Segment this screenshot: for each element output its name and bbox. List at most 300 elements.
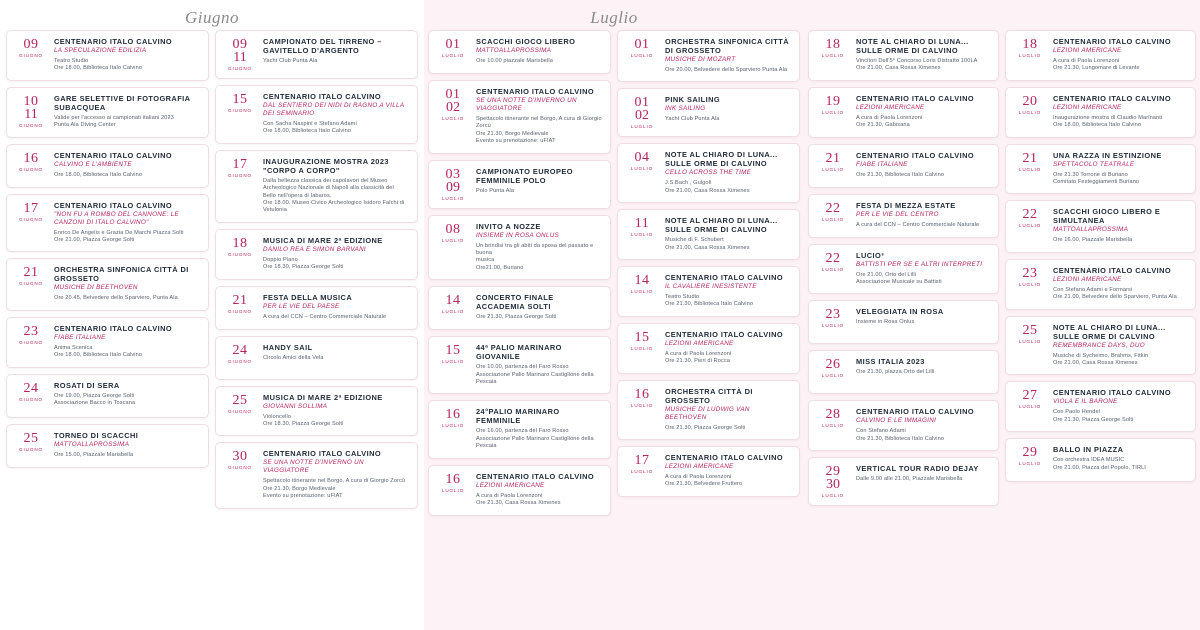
event-detail-line: A cura di Paola Lorenzoni — [1053, 58, 1120, 64]
event-day: 08 — [445, 221, 461, 237]
event-card[interactable] — [808, 87, 999, 138]
event-date — [433, 293, 473, 322]
event-month-label: LUGLIO — [441, 53, 465, 58]
event-details — [665, 425, 791, 432]
event-subtitle: LEZIONI AMERICANE — [1053, 103, 1122, 111]
event-detail-line: A cura di Paola Lorenzoni — [856, 114, 923, 121]
event-card[interactable] — [215, 85, 418, 144]
event-subtitle: CALVINO E L'AMBIENTE — [54, 160, 132, 168]
event-card[interactable] — [428, 30, 611, 74]
event-month-label: GIUGNO — [18, 396, 44, 402]
event-details — [856, 222, 990, 229]
event-details — [54, 172, 200, 179]
event-title: HANDY SAIL — [263, 342, 313, 352]
event-card[interactable] — [215, 442, 418, 508]
event-day: 25 — [1022, 322, 1038, 338]
event-day: 25 — [232, 392, 248, 408]
event-date — [622, 150, 662, 195]
event-date — [11, 324, 51, 360]
event-detail-line: Violoncello — [263, 413, 292, 420]
event-body — [853, 251, 992, 287]
event-month-label: GIUGNO — [18, 281, 44, 287]
event-detail-line: Ore 20.45, Belvedere dello Sparviero, Punta Ala — [54, 295, 178, 302]
event-card[interactable] — [428, 336, 611, 394]
event-title: MISS ITALIA 2023 — [856, 357, 925, 367]
event-date — [1010, 94, 1050, 130]
giugno-grid — [6, 30, 418, 509]
event-date — [1010, 266, 1050, 302]
event-date — [1010, 388, 1050, 424]
event-title: CENTENARIO ITALO CALVINO — [665, 329, 784, 339]
event-card[interactable] — [6, 317, 209, 368]
event-card[interactable] — [808, 144, 999, 188]
event-title: NOTE AL CHIARO DI LUNA... SULLE ORME DI CALVINO — [856, 37, 969, 55]
event-card[interactable] — [6, 424, 209, 468]
event-detail-line: Insieme in Rosa Onlus — [856, 319, 915, 326]
event-date — [433, 472, 473, 508]
event-details — [263, 178, 409, 215]
event-month-label: LUGLIO — [630, 124, 654, 130]
event-month-label: LUGLIO — [630, 402, 654, 408]
event-date — [813, 94, 853, 130]
event-subtitle: FIABE ITALIANE — [54, 333, 106, 341]
event-day: 14 — [634, 273, 650, 289]
event-detail-line: Dalle 9.00 alle 21.00, Piazzale Marisbella — [856, 476, 963, 483]
event-detail-line: Ore 21.30, Pieri di Rocca — [665, 358, 730, 365]
event-card[interactable] — [215, 336, 418, 380]
event-month-label: LUGLIO — [630, 345, 654, 351]
event-detail-line: Con Stefano Adami e Formarsi — [1053, 286, 1133, 293]
event-details — [1053, 353, 1187, 368]
event-detail-line: Punta Ala Diving Center — [54, 122, 116, 129]
event-card[interactable] — [1005, 144, 1196, 195]
event-title: CONCERTO FINALE ACCADEMIA SOLTI — [476, 293, 554, 312]
event-body — [473, 407, 604, 450]
event-month-label: LUGLIO — [1018, 281, 1042, 287]
event-day: 04 — [634, 150, 650, 166]
event-details — [1053, 172, 1187, 187]
event-card[interactable] — [1005, 381, 1196, 432]
event-day: 25 — [23, 430, 39, 446]
event-detail-line: Ore 21.30, Borgo Medievale — [263, 485, 336, 492]
event-details — [263, 121, 409, 136]
event-date — [622, 95, 662, 129]
event-details — [476, 314, 602, 321]
event-day-end: 11 — [233, 50, 247, 65]
event-details — [856, 476, 990, 483]
event-month-label: GIUGNO — [18, 122, 44, 128]
event-date — [220, 449, 260, 500]
event-detail-line: Ore 18.00, Biblioteca Italo Calvino — [54, 171, 143, 178]
event-details — [856, 115, 990, 130]
event-date — [1010, 151, 1050, 187]
event-body — [662, 150, 793, 195]
event-subtitle: DAL SENTIERO DEI NIDI DI RAGNO A VILLA DEI SEMINARIO — [263, 102, 405, 117]
event-day: 01 — [634, 95, 650, 111]
luglio-grid — [428, 30, 800, 516]
event-date — [11, 94, 51, 130]
event-date — [813, 357, 853, 386]
event-details — [54, 345, 200, 360]
event-title: ORCHESTRA CITTÀ DI GROSSETO — [665, 386, 753, 405]
event-body — [853, 307, 992, 336]
event-day: 19 — [825, 93, 841, 109]
event-detail-line: Circolo Amici della Vela — [263, 354, 324, 361]
event-details — [476, 364, 602, 386]
event-detail-line: Musiche di Sycheimo, Brahms, Fitkin — [1053, 352, 1149, 359]
event-body — [260, 37, 411, 71]
event-body — [662, 273, 793, 309]
event-body — [473, 167, 604, 201]
event-body — [51, 94, 202, 130]
event-detail-line: Ore 10.00 piazzale Marisbella — [476, 58, 553, 64]
luglio-continued-grid — [808, 30, 1196, 506]
event-details — [856, 369, 990, 376]
event-details — [665, 116, 791, 123]
event-date — [433, 222, 473, 273]
event-card[interactable] — [808, 300, 999, 344]
month-column-luglio — [424, 0, 804, 630]
event-title: CENTENARIO ITALO CALVINO — [856, 93, 975, 103]
event-detail-line: Valide per l'accesso ai campionati italiani 2023 — [54, 114, 174, 121]
event-subtitle: MUSICHE DI MOZART — [665, 56, 736, 63]
event-detail-line: Spettacolo itinerante nel Borgo, A cura di Giorgio Zorcù — [476, 116, 602, 130]
event-title: VELEGGIATA IN ROSA — [856, 307, 944, 317]
event-card[interactable] — [428, 160, 611, 209]
event-card[interactable] — [215, 150, 418, 223]
event-body — [260, 393, 411, 429]
event-title: CENTENARIO ITALO CALVINO — [856, 150, 975, 160]
event-date — [1010, 445, 1050, 474]
event-date — [622, 273, 662, 309]
event-date — [220, 157, 260, 215]
event-card[interactable] — [617, 88, 800, 137]
event-body — [662, 37, 793, 74]
event-day: 29 — [1022, 445, 1038, 461]
event-subtitle: VIOLA E IL BARONE — [1053, 398, 1118, 406]
event-card[interactable] — [6, 258, 209, 310]
event-date — [813, 407, 853, 443]
event-detail-line: Ore 18.30, Piazza George Solti — [263, 264, 344, 271]
event-subtitle: PER LE VIE DEL CENTRO — [856, 210, 939, 218]
event-body — [51, 37, 202, 73]
event-detail-line: Ore 21.30, Biblioteca Italo Calvino — [856, 171, 945, 178]
event-date — [813, 307, 853, 336]
event-detail-line: Associazione Palio Marinaro Castiglione della Pescaia — [476, 435, 594, 450]
event-month-label: LUGLIO — [821, 323, 845, 329]
event-card[interactable] — [1005, 259, 1196, 310]
event-detail-line: Ore 21.00, Casa Rossa Ximenes — [1053, 360, 1138, 367]
event-body — [51, 201, 202, 245]
event-detail-line: Teatro Studio — [54, 58, 89, 64]
event-card[interactable] — [215, 386, 418, 437]
event-card[interactable] — [215, 30, 418, 79]
event-body — [51, 381, 202, 410]
event-card[interactable] — [1005, 87, 1196, 138]
event-day: 30 — [232, 449, 248, 465]
event-month-label: LUGLIO — [821, 423, 845, 429]
event-date — [433, 407, 473, 450]
event-detail-line: Ore 21.30, Piazza George Solti — [665, 424, 746, 431]
event-body — [473, 87, 604, 146]
event-body — [662, 95, 793, 129]
event-body — [1050, 445, 1189, 474]
event-day-end: 30 — [826, 477, 840, 493]
event-detail-line: A cura di Paola Lorenzoni — [665, 474, 732, 481]
event-title: TORNEO DI SCACCHI — [54, 430, 139, 440]
event-detail-line: Ore 21.30, Casa Rossa Ximenes — [476, 500, 561, 507]
event-details — [1053, 237, 1187, 244]
event-detail-line: Ore 19.00, Piazza George Solti — [54, 392, 135, 399]
event-detail-line: Evento su prenotazione: uFIAT — [263, 493, 343, 500]
event-detail-line: musica — [476, 257, 495, 264]
event-card[interactable] — [1005, 200, 1196, 252]
event-body — [473, 293, 604, 322]
event-body — [853, 151, 992, 180]
event-card[interactable] — [428, 400, 611, 458]
event-title: MUSICA DI MARE 2ª EDIZIONE — [263, 235, 383, 245]
event-month-label: LUGLIO — [441, 423, 465, 429]
event-title: NOTE AL CHIARO DI LUNA... SULLE ORME DI CALVINO — [665, 150, 778, 169]
event-date — [220, 393, 260, 429]
event-day: 17 — [232, 156, 248, 172]
event-date — [433, 87, 473, 146]
event-card[interactable] — [617, 266, 800, 317]
event-body — [1050, 266, 1189, 302]
event-title: NOTE AL CHIARO DI LUNA... SULLE ORME DI CALVINO — [665, 216, 778, 235]
event-subtitle: LEZIONI AMERICANE — [476, 481, 545, 489]
event-day: 16 — [23, 150, 39, 166]
event-details — [856, 428, 990, 443]
event-day-end: 11 — [24, 106, 38, 122]
event-card[interactable] — [617, 380, 800, 440]
event-day: 27 — [1022, 388, 1038, 404]
event-month-label: LUGLIO — [1018, 223, 1042, 229]
event-subtitle: INK SAILING — [665, 105, 706, 113]
event-title: CAMPIONATO DEL TIRRENO – GAVITELLO D'ARGENTO — [263, 37, 382, 55]
event-details — [665, 237, 791, 252]
event-month-label: GIUGNO — [18, 216, 44, 222]
event-day: 28 — [825, 407, 841, 423]
event-month-label: LUGLIO — [441, 487, 465, 493]
event-month-label: LUGLIO — [821, 493, 845, 499]
event-day: 21 — [23, 265, 39, 281]
event-day: 14 — [445, 293, 461, 309]
event-date — [433, 37, 473, 66]
event-card[interactable] — [6, 194, 209, 253]
event-day: 22 — [1022, 207, 1038, 223]
event-month-label: LUGLIO — [1018, 53, 1042, 58]
event-month-label: LUGLIO — [821, 216, 845, 222]
event-date — [433, 167, 473, 201]
event-detail-line: Ore 18.30, Piazza George Solti — [263, 421, 344, 428]
event-day: 11 — [634, 216, 650, 232]
event-day: 18 — [232, 235, 248, 251]
event-body — [1050, 207, 1189, 244]
event-detail-line: Un brindisi tra gli abiti da sposa del passato e buona — [476, 242, 594, 257]
event-card[interactable] — [617, 209, 800, 260]
event-card[interactable] — [1005, 316, 1196, 376]
event-body — [51, 431, 202, 460]
event-day: 22 — [825, 200, 841, 216]
event-month-label: GIUGNO — [18, 53, 44, 58]
event-details — [263, 257, 409, 272]
event-card[interactable] — [6, 144, 209, 188]
event-card[interactable] — [808, 400, 999, 451]
event-month-label: GIUGNO — [227, 408, 253, 414]
event-detail-line: Ore 18.00, Biblioteca Italo Calvino — [263, 128, 352, 135]
event-card[interactable] — [617, 323, 800, 374]
right-right-list — [1005, 30, 1196, 506]
event-detail-line: Polo Punta Ala — [476, 187, 515, 194]
event-card[interactable] — [808, 30, 999, 81]
event-body — [51, 324, 202, 360]
event-card[interactable] — [808, 457, 999, 506]
event-detail-line: Con Stefano Adami — [856, 428, 906, 435]
event-day: 01 — [445, 37, 461, 52]
event-month-label: LUGLIO — [1018, 338, 1042, 344]
event-card[interactable] — [428, 465, 611, 516]
event-card[interactable] — [808, 194, 999, 238]
event-title: CENTENARIO ITALO CALVINO — [54, 323, 173, 333]
event-day: 09 — [23, 37, 39, 52]
event-body — [473, 472, 604, 508]
event-card[interactable] — [6, 30, 209, 81]
event-day: 24 — [23, 380, 39, 396]
event-detail-line: Ore 21.00, Piazza del Popolo, TIRLI — [1053, 464, 1146, 471]
event-detail-line: Ore21.00, Buriano — [476, 264, 524, 271]
event-title: CAMPIONATO EUROPEO FEMMINILE POLO — [476, 166, 573, 185]
event-detail-line: Ore 21.30, Gabisana — [856, 122, 910, 129]
giugno-right-list — [215, 30, 418, 509]
luglio-left-list — [428, 30, 611, 516]
event-detail-line: Ore 21.00, Casa Rossa Ximenes — [665, 187, 750, 194]
event-date — [622, 37, 662, 74]
event-title: CENTENARIO ITALO CALVINO — [476, 471, 595, 481]
event-month-label: LUGLIO — [441, 195, 465, 201]
event-title: NOTE AL CHIARO DI LUNA... SULLE ORME DI CALVINO — [1053, 322, 1166, 341]
event-date — [813, 464, 853, 498]
event-subtitle: LA SPECULAZIONE EDILIZIA — [54, 47, 147, 54]
event-card[interactable] — [808, 244, 999, 295]
event-detail-line: Associazione Bacco in Toscana — [54, 400, 136, 407]
event-date — [622, 453, 662, 489]
event-day: 29 — [825, 464, 841, 480]
event-detail-line: Con Sacha Naspini e Stefano Adami — [263, 121, 357, 127]
event-date — [11, 431, 51, 460]
event-detail-line: Ore 16.00, Piazzale Marisbella — [1053, 237, 1133, 244]
month-title-luglio: Luglio — [590, 8, 638, 27]
event-detail-line: Ore 21.30, Lungomare di Levante — [1053, 65, 1140, 72]
event-card[interactable] — [428, 215, 611, 281]
event-details — [263, 355, 409, 362]
event-detail-line: A cura di Paola Lorenzoni — [476, 492, 543, 499]
event-card[interactable] — [428, 286, 611, 330]
event-day: 22 — [825, 250, 841, 266]
event-date — [11, 201, 51, 245]
event-card[interactable] — [6, 87, 209, 138]
event-title: CENTENARIO ITALO CALVINO — [54, 200, 173, 210]
event-title: CENTENARIO ITALO CALVINO — [476, 87, 595, 96]
month-column-luglio-continued — [804, 0, 1200, 630]
event-detail-line: Bello nell'opera di Iabaros. — [263, 192, 332, 199]
event-subtitle: SE UNA NOTTE D'INVERNO UN VIAGGIATORE — [263, 459, 364, 475]
event-date — [11, 265, 51, 302]
event-subtitle: LEZIONI AMERICANE — [1053, 275, 1122, 283]
event-title: CENTENARIO ITALO CALVINO — [263, 449, 382, 459]
event-month-label: LUGLIO — [441, 116, 465, 121]
event-subtitle: MATTOALLAPROSSIMA — [476, 47, 552, 54]
event-date — [813, 201, 853, 230]
event-day-end: 02 — [635, 108, 649, 124]
event-body — [853, 201, 992, 230]
event-month-label: LUGLIO — [1018, 109, 1042, 115]
event-details — [1053, 58, 1187, 73]
event-day: 21 — [825, 150, 841, 166]
event-title: ORCHESTRA SINFONICA CITTÀ DI GROSSETO — [665, 37, 790, 55]
event-body — [260, 236, 411, 272]
event-details — [856, 272, 990, 287]
event-title: SCACCHI GIOCO LIBERO — [476, 37, 576, 46]
event-title: 24°PALIO MARINARO FEMMINILE — [476, 407, 560, 426]
event-day: 16 — [634, 386, 650, 402]
event-card[interactable] — [6, 374, 209, 418]
event-card[interactable] — [808, 350, 999, 394]
event-subtitle: MATTOALLAPROSSIMA — [1053, 226, 1129, 234]
month-title-giugno: Giugno — [185, 8, 239, 27]
event-date — [622, 330, 662, 366]
giugno-left-list — [6, 30, 209, 509]
event-card[interactable] — [617, 30, 800, 82]
event-month-label: GIUGNO — [18, 339, 44, 345]
event-card[interactable] — [428, 80, 611, 154]
event-detail-line: Associazione Musicale su Battisti — [856, 279, 942, 286]
event-details — [1053, 409, 1187, 424]
event-card[interactable] — [1005, 438, 1196, 482]
event-day: 18 — [1022, 37, 1038, 52]
event-card[interactable] — [617, 446, 800, 497]
event-title: CENTENARIO ITALO CALVINO — [263, 92, 382, 101]
event-detail-line: Ore 15.00, Piazzale Marisbella — [54, 451, 134, 458]
event-body — [473, 343, 604, 386]
event-subtitle: BATTISTI PER SE E ALTRI INTERPRETI — [856, 260, 983, 268]
event-details — [263, 314, 409, 321]
event-title: CENTENARIO ITALO CALVINO — [665, 453, 784, 463]
event-day: 26 — [825, 357, 841, 373]
event-card[interactable] — [1005, 30, 1196, 81]
event-detail-line: Ore 10.00, partenza del Faro Rosso — [476, 364, 569, 371]
event-details — [856, 319, 990, 326]
month-title-spacer — [808, 0, 1196, 30]
event-title: FESTA DELLA MUSICA — [263, 292, 353, 302]
event-day: 23 — [825, 307, 841, 323]
event-card[interactable] — [215, 286, 418, 330]
event-month-label: LUGLIO — [1018, 166, 1042, 172]
event-date — [220, 343, 260, 372]
event-month-label: LUGLIO — [441, 359, 465, 365]
event-day: 18 — [825, 37, 841, 52]
event-title: CENTENARIO ITALO CALVINO — [1053, 265, 1172, 275]
event-details — [856, 58, 990, 73]
event-detail-line: Ore 21.30 Torrone di Buriano — [1053, 171, 1128, 178]
event-subtitle: CALVINO E LE IMMAGINI — [856, 417, 937, 425]
event-card[interactable] — [617, 143, 800, 203]
event-detail-line: Con orchestra IDEA MUSIC — [1053, 457, 1125, 464]
event-detail-line: Yacht Club Punta Ala — [665, 116, 720, 123]
event-details — [665, 294, 791, 309]
event-card[interactable] — [215, 229, 418, 280]
event-detail-line: Ore 18.00, Biblioteca Italo Calvino — [1053, 122, 1142, 129]
